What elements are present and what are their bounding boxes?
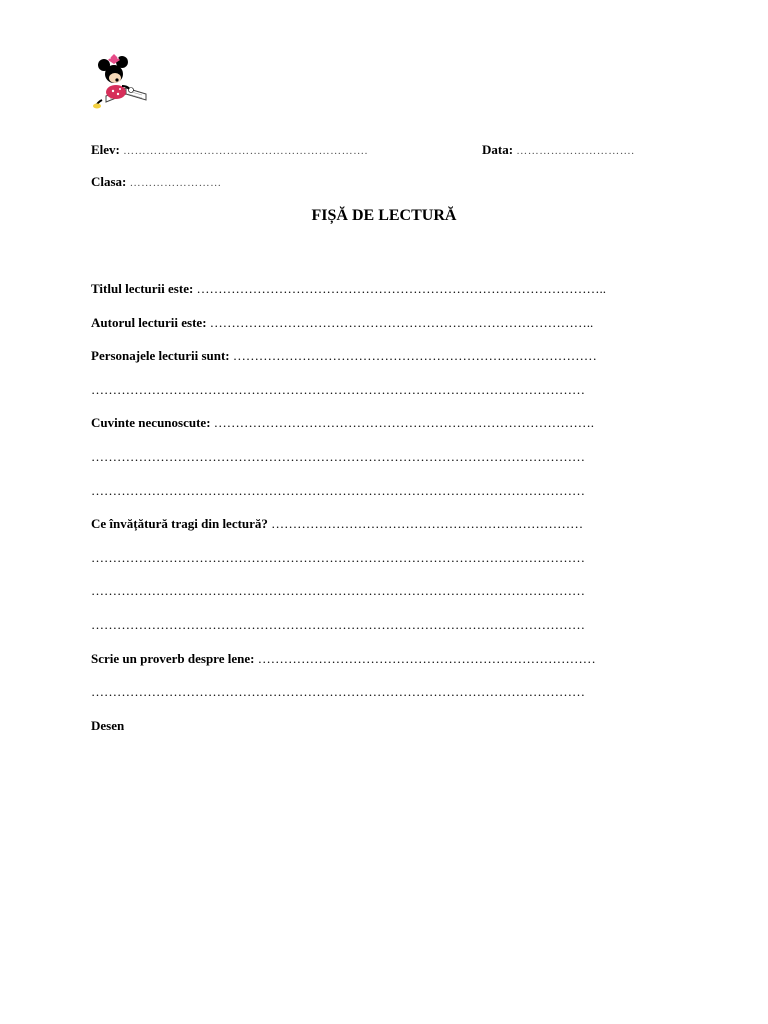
field-answer-line[interactable]: …………………………………………………………………………………………………… [91,382,585,397]
elev-field[interactable]: ………………………………………………………. [123,145,368,157]
field-answer-line[interactable]: ……………………………………………………………………………. [213,415,595,430]
field-row [91,651,596,667]
field-label: Personajele lecturii sunt: [91,348,233,363]
field-answer-line[interactable]: …………………………………………………………………………………………………… [91,449,585,464]
field-row [91,382,585,398]
field-answer-line[interactable]: …………………………………………………………………… [257,651,596,666]
field-answer-line[interactable]: …………………………………………………………………………………………………… [91,617,585,632]
field-row [91,449,585,465]
field-answer-line[interactable]: ………………………………………………………………………… [232,348,597,363]
minnie-mouse-logo-icon [88,44,160,112]
field-answer-line[interactable]: …………………………………………………………………………………………………… [91,583,585,598]
field-row [91,617,585,633]
field-answer-line[interactable]: …………………………………………………………………………………………………… [91,684,585,699]
field-row [91,315,593,331]
data-field[interactable]: …………………………. [516,145,635,157]
field-label: Scrie un proverb despre lene: [91,651,258,666]
field-row [91,583,585,599]
page-title: FIȘĂ DE LECTURĂ [311,207,457,224]
field-row [91,348,597,364]
clasa-field[interactable]: …………………… [129,177,222,189]
field-answer-line[interactable]: …………………………………………………………………………….. [209,315,594,330]
field-answer-line[interactable]: …………………………………………………………………………………………………… [91,550,585,565]
data-label: Data: [482,142,514,157]
field-row [91,516,583,532]
field-label: Autorul lecturii este: [91,315,210,330]
field-label: Cuvinte necunoscute: [91,415,214,430]
data-row [482,142,635,159]
clasa-label: Clasa: [91,174,127,189]
field-row [91,281,606,297]
clasa-row [91,174,222,191]
field-row [91,415,594,431]
field-label: Desen [91,718,125,733]
elev-label: Elev: [91,142,120,157]
field-row [91,684,585,700]
field-row [91,550,585,566]
field-answer-line[interactable]: ……………………………………………………………… [271,516,584,531]
field-label: Ce învățătură tragi din lectură? [91,516,272,531]
field-row [91,718,124,734]
field-label: Titlul lecturii este: [91,281,197,296]
field-row [91,483,585,499]
field-answer-line[interactable]: …………………………………………………………………………………………………… [91,483,585,498]
field-answer-line[interactable]: ………………………………………………………………………………….. [196,281,607,296]
elev-row [91,142,368,159]
